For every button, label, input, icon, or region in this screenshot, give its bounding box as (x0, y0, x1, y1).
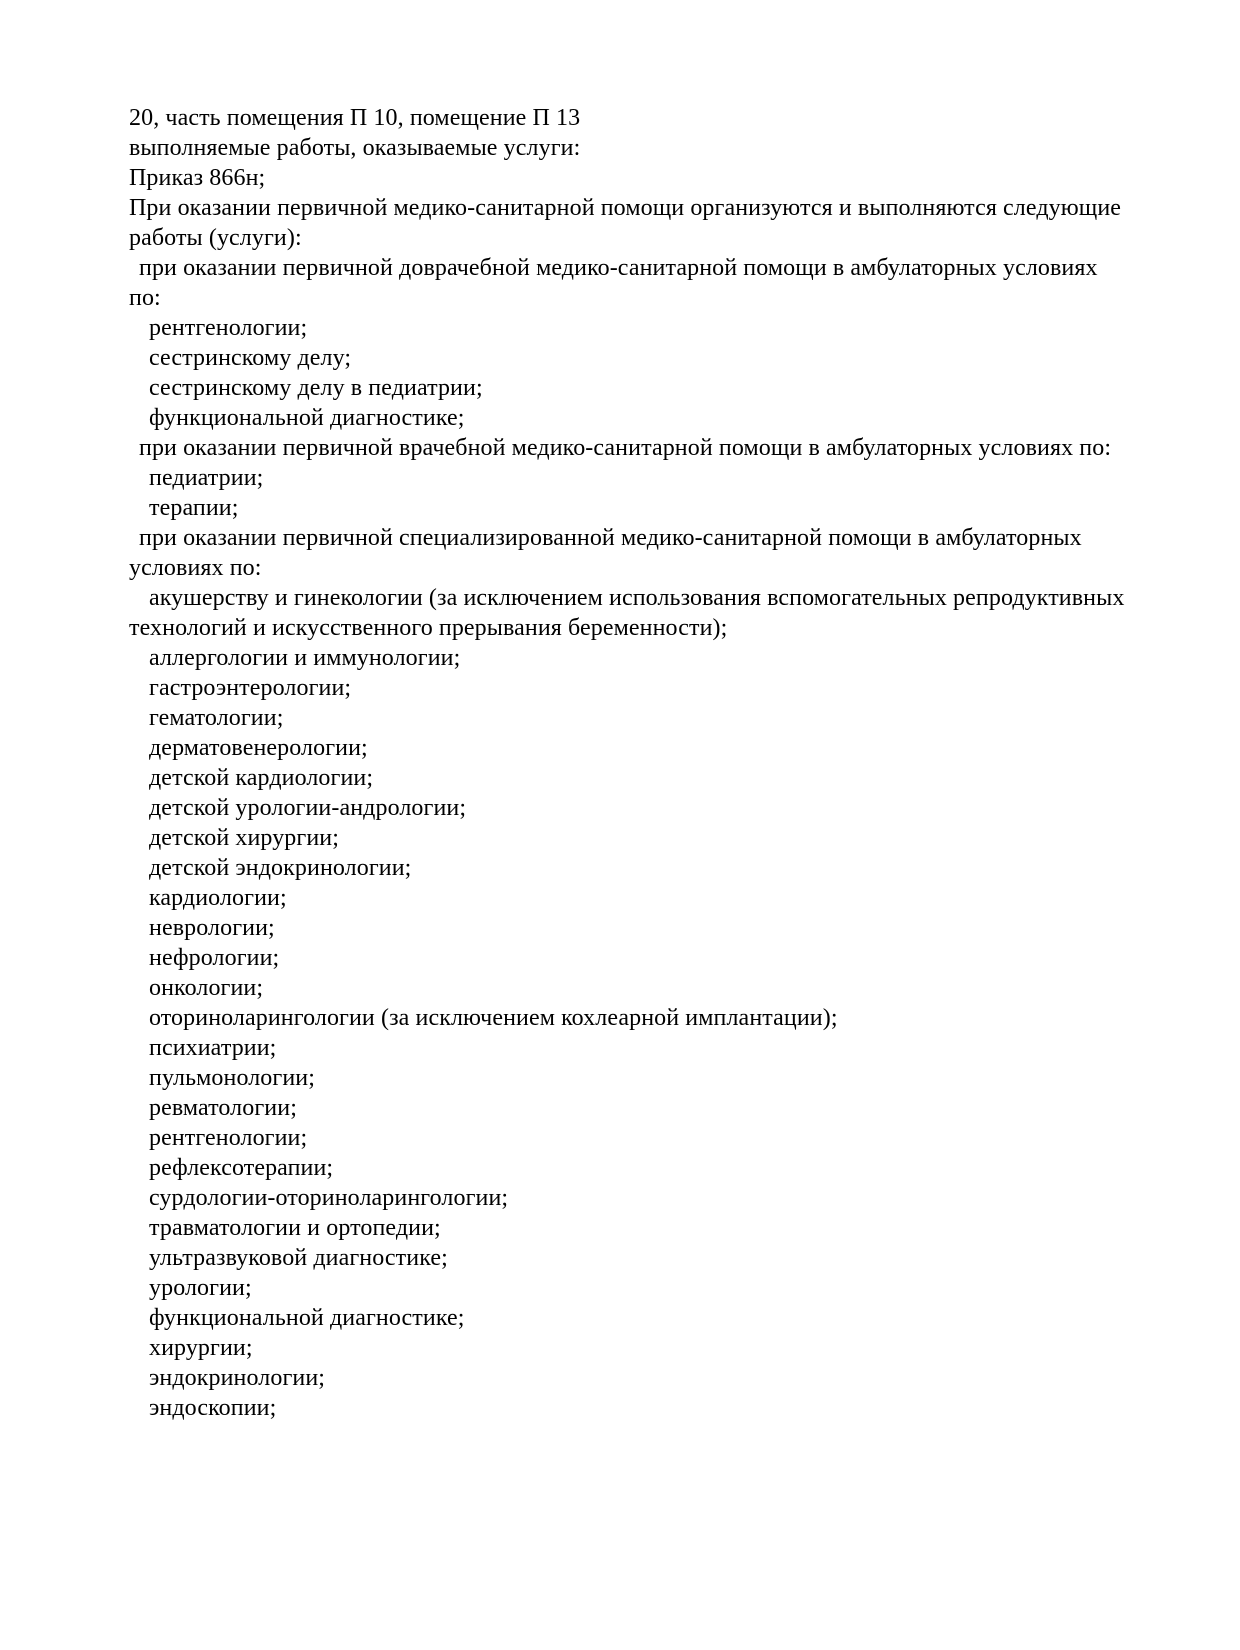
document-text-block (129, 103, 1240, 1423)
document-line: При оказании первичной медико-санитарной помощи организуются и выполняются следующие (129, 195, 1122, 221)
document-line: пульмонологии; (149, 1065, 316, 1091)
document-line: выполняемые работы, оказываемые услуги: (129, 135, 581, 161)
document-line: детской хирургии; (149, 825, 340, 851)
document-line: по: (129, 285, 161, 311)
document-line: ультразвуковой диагностике; (149, 1245, 448, 1271)
document-line: при оказании первичной специализированной медико-санитарной помощи в амбулаторных (139, 525, 1082, 551)
document-line: детской урологии-андрологии; (149, 795, 467, 821)
document-line: детской кардиологии; (149, 765, 374, 791)
document-line: терапии; (149, 495, 239, 521)
document-line: травматологии и ортопедии; (149, 1215, 441, 1241)
document-line: дерматовенерологии; (149, 735, 368, 761)
document-line: Приказ 866н; (129, 165, 266, 191)
document-line: эндоскопии; (149, 1395, 277, 1421)
document-line: детской эндокринологии; (149, 855, 412, 881)
document-line: сестринскому делу; (149, 345, 352, 371)
document-line: кардиологии; (149, 885, 287, 911)
document-line: эндокринологии; (149, 1365, 326, 1391)
document-line: нефрологии; (149, 945, 280, 971)
document-line: гематологии; (149, 705, 284, 731)
document-line: гастроэнтерологии; (149, 675, 352, 701)
document-line: технологий и искусственного прерывания беременности); (129, 615, 728, 641)
document-line: рентгенологии; (149, 1125, 308, 1151)
document-line: функциональной диагностике; (149, 405, 465, 431)
document-line: 20, часть помещения П 10, помещение П 13 (129, 105, 581, 131)
document-line: работы (услуги): (129, 225, 302, 251)
document-line: акушерству и гинекологии (за исключением использования вспомогательных репродуктивных (149, 585, 1125, 611)
document-line: педиатрии; (149, 465, 264, 491)
document-line: аллергологии и иммунологии; (149, 645, 461, 671)
document-line: онкологии; (149, 975, 264, 1001)
document-line: при оказании первичной врачебной медико-санитарной помощи в амбулаторных условиях по: (139, 435, 1112, 461)
document-line: хирургии; (149, 1335, 253, 1361)
document-line: при оказании первичной доврачебной медико-санитарной помощи в амбулаторных условиях (139, 255, 1098, 281)
document-line: сурдологии-оториноларингологии; (149, 1185, 509, 1211)
document-line: рефлексотерапии; (149, 1155, 334, 1181)
document-line: ревматологии; (149, 1095, 297, 1121)
document-line: психиатрии; (149, 1035, 277, 1061)
document-line: оториноларингологии (за исключением кохлеарной имплантации); (149, 1005, 838, 1031)
document-line: условиях по: (129, 555, 262, 581)
document-line: сестринскому делу в педиатрии; (149, 375, 483, 401)
document-line: функциональной диагностике; (149, 1305, 465, 1331)
document-line: рентгенологии; (149, 315, 308, 341)
document-line: урологии; (149, 1275, 252, 1301)
document-line: неврологии; (149, 915, 275, 941)
